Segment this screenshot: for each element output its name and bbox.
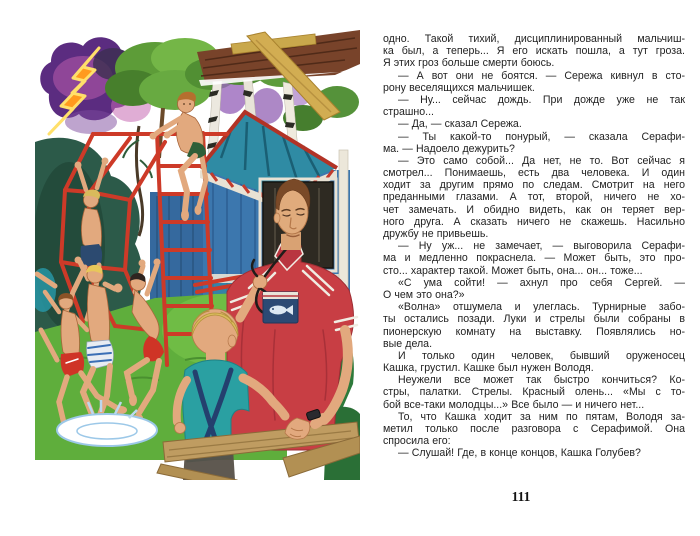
text-line: — Ну... сейчас дождь. При дожде уже не так [398, 93, 685, 106]
text-column [383, 33, 685, 460]
text-line: сто... характер такой. Может быть, она... он... тоже... [383, 264, 643, 277]
text-line: страшно... [383, 106, 435, 119]
text-line: — Это само собой... Да нет, не то. Вот сейчас я [398, 154, 685, 167]
text-line: Кашка, грустил. Кашке был нужен Володя. [383, 362, 594, 375]
text-line: рону веселящихся мальчишек. [383, 81, 535, 94]
text-line: И только один человек, бывший оруженосец [398, 349, 685, 362]
text-line: О чем это она?» [383, 288, 465, 301]
text-line: стры, палатки. Стрелы. Красный олень... «Мы с то- [383, 386, 685, 399]
text-line: ты остались позади. Луки и стрелы были собраны в [383, 313, 685, 326]
text-line: — Да, — сказал Сережа. [398, 118, 522, 131]
text-line: Неужели все может так быстро кончиться? Ко- [398, 374, 685, 387]
text-line: ходит за другим прямо по следам. Смотрит на него [383, 179, 685, 192]
text-line: «Волна» отшумела и улеглась. Турнирные забо- [398, 301, 685, 314]
text-line: преданными глазами. А тот, второй, ничего не хо- [383, 191, 685, 204]
text-line: ного друга. А сказать ничего не скажешь. Насильно [383, 215, 685, 228]
text-line: ма и медленно покраснела. — Может быть, это про- [383, 252, 685, 265]
text-line: Я этих гроз больше смерти боюсь. [383, 57, 555, 70]
illustration [35, 30, 360, 480]
text-line: — Ну уж... не замечает, — выговорила Серафи- [398, 240, 685, 253]
text-line: вые дела. [383, 337, 433, 350]
text-line: ка был, а теперь... Я его искать пошла, а тут гроза. [383, 45, 685, 58]
text-line: То, что Кашка ходит за ним по пятам, Володя за- [398, 410, 685, 423]
text-line: ма. — Надоело дежурить? [383, 142, 515, 155]
text-line: дружбу не привьешь. [383, 228, 489, 240]
text-line: бой все-таки молодцы...» Все было — и ничего нет... [383, 398, 645, 411]
text-line: одно. Такой тихий, дисциплинированный мальчиш- [383, 33, 685, 45]
text-line: — Слушай! Где, в конце концов, Кашка Голубев? [398, 447, 641, 460]
page-number: 111 [511, 489, 531, 504]
text-line: чет замечать. И обидно видеть, как он теряет вер- [383, 203, 685, 216]
text-line: пионерскую комнату на выставку. Появлялись но- [383, 325, 685, 338]
text-line: метил только после разговора с Серафимой. Она [383, 423, 685, 435]
text-line: «С ума сойти! — ахнул про себя Сергей. — [398, 276, 685, 289]
chest-pocket-fish-badge [263, 292, 298, 323]
text-line: — А вот они не боятся. — Сережа кивнул в сто- [398, 69, 685, 82]
text-line: — Ты какой-то понурый, — сказала Серафи- [398, 130, 685, 143]
text-line: спросила его: [383, 435, 451, 448]
text-line: смотрел... Понимаешь, есть два человека. И один [383, 167, 685, 180]
